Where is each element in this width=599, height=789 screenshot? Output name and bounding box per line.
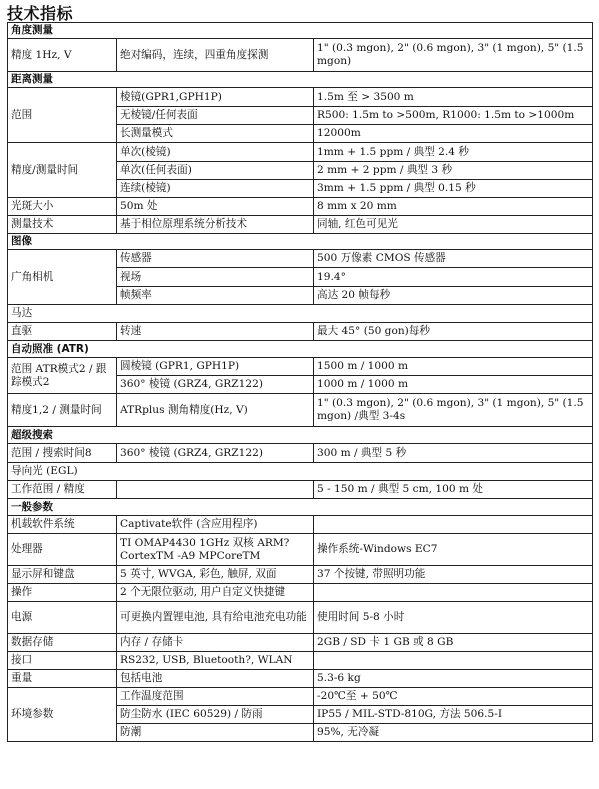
row-value — [314, 584, 593, 602]
row-value: IP55 / MIL-STD-810G, 方法 506.5-I — [314, 706, 593, 724]
row-value: 5 - 150 m / 典型 5 cm, 100 m 处 — [314, 481, 593, 499]
spec-table — [7, 22, 593, 742]
row-value: 3mm + 1.5 ppm / 典型 0.15 秒 — [314, 180, 593, 198]
section-atr: 自动照准 (ATR) — [8, 341, 593, 358]
row-label: 范围 / 搜索时间8 — [8, 444, 117, 463]
row-label: 数据存储 — [8, 634, 117, 652]
table-row — [8, 39, 593, 72]
row-value: 19.4° — [314, 268, 593, 287]
section-row — [8, 72, 593, 88]
table-row — [8, 584, 593, 602]
table-row — [8, 88, 593, 107]
row-value: 2 mm + 2 ppm / 典型 3 秒 — [314, 162, 593, 180]
row-item: ATRplus 测角精度(Hz, V) — [117, 394, 314, 427]
row-value: 2GB / SD 卡 1 GB 或 8 GB — [314, 634, 593, 652]
row-item: 360° 棱镜 (GRZ4, GRZ122) — [117, 376, 314, 394]
row-value: 300 m / 典型 5 秒 — [314, 444, 593, 463]
row-item: 绝对编码，连续，四重角度探测 — [117, 39, 314, 72]
table-row — [8, 634, 593, 652]
row-value: 1000 m / 1000 m — [314, 376, 593, 394]
row-value: 高达 20 帧每秒 — [314, 287, 593, 305]
row-item: 防尘防水 (IEC 60529) / 防雨 — [117, 706, 314, 724]
row-value: 1" (0.3 mgon), 2" (0.6 mgon), 3" (1 mgon), 5" (1.5 mgon) — [314, 39, 593, 72]
section-image: 图像 — [8, 234, 593, 250]
section-motor: 马达 — [8, 305, 593, 323]
row-label: 光斑大小 — [8, 198, 117, 216]
section-row — [8, 499, 593, 516]
row-item — [117, 481, 314, 499]
row-item: 防潮 — [117, 724, 314, 742]
row-item: Captivate软件 (含应用程序) — [117, 516, 314, 534]
row-value: -20℃至 + 50℃ — [314, 688, 593, 706]
table-row — [8, 688, 593, 706]
row-item: 50m 处 — [117, 198, 314, 216]
row-item: 基于相位原理系统分析技术 — [117, 216, 314, 234]
row-item: 360° 棱镜 (GRZ4, GRZ122) — [117, 444, 314, 463]
table-row — [8, 481, 593, 499]
row-value: 最大 45° (50 gon)每秒 — [314, 323, 593, 341]
row-label: 接口 — [8, 652, 117, 670]
row-item: 2 个无限位驱动, 用户自定义快捷键 — [117, 584, 314, 602]
row-value: 8 mm x 20 mm — [314, 198, 593, 216]
row-label: 重量 — [8, 670, 117, 688]
row-item: RS232, USB, Bluetooth?, WLAN — [117, 652, 314, 670]
row-item: 传感器 — [117, 250, 314, 268]
table-row — [8, 394, 593, 427]
row-item: 工作温度范围 — [117, 688, 314, 706]
row-item: 圆棱镜 (GPR1, GPH1P) — [117, 358, 314, 376]
row-value: 1mm + 1.5 ppm / 典型 2.4 秒 — [314, 143, 593, 162]
row-label: 测量技术 — [8, 216, 117, 234]
row-label: 范围 — [8, 88, 117, 143]
row-value: 37 个按键, 带照明功能 — [314, 566, 593, 584]
row-item: 连续(棱镜) — [117, 180, 314, 198]
row-value: 5.3-6 kg — [314, 670, 593, 688]
row-label: 工作范围 / 精度 — [8, 481, 117, 499]
section-general: 一般参数 — [8, 499, 593, 516]
table-row — [8, 566, 593, 584]
section-angle: 角度测量 — [8, 23, 593, 39]
row-item: 长测量模式 — [117, 125, 314, 143]
row-value: R500: 1.5m to >500m, R1000: 1.5m to >1000m — [314, 107, 593, 125]
row-label: 显示屏和键盘 — [8, 566, 117, 584]
row-value: 95%, 无冷凝 — [314, 724, 593, 742]
row-item: 内存 / 存储卡 — [117, 634, 314, 652]
row-item: TI OMAP4430 1GHz 双核 ARM? CortexTM -A9 MPCoreTM — [117, 534, 314, 566]
row-item: 包括电池 — [117, 670, 314, 688]
row-item: 5 英寸, WVGA, 彩色, 触屏, 双面 — [117, 566, 314, 584]
table-row — [8, 198, 593, 216]
table-row — [8, 534, 593, 566]
row-value: 500 万像素 CMOS 传感器 — [314, 250, 593, 268]
row-value: 使用时间 5-8 小时 — [314, 602, 593, 634]
table-row — [8, 602, 593, 634]
section-row — [8, 341, 593, 358]
row-value: 1500 m / 1000 m — [314, 358, 593, 376]
table-row — [8, 250, 593, 268]
row-label: 导向光 (EGL) — [8, 463, 593, 481]
row-label: 广角相机 — [8, 250, 117, 305]
row-label: 操作 — [8, 584, 117, 602]
row-item: 帧频率 — [117, 287, 314, 305]
row-label: 范围 ATR模式2 / 跟踪模式2 — [8, 358, 117, 394]
table-row — [8, 358, 593, 376]
row-item: 无棱镜/任何表面 — [117, 107, 314, 125]
table-row — [8, 463, 593, 481]
table-row — [8, 444, 593, 463]
row-label: 直驱 — [8, 323, 117, 341]
row-label: 精度1,2 / 测量时间 — [8, 394, 117, 427]
row-item: 棱镜(GPR1,GPH1P) — [117, 88, 314, 107]
row-value: 1" (0.3 mgon), 2" (0.6 mgon), 3" (1 mgon), 5" (1.5 mgon) /典型 3-4s — [314, 394, 593, 427]
row-item: 单次(任何表面) — [117, 162, 314, 180]
table-row — [8, 652, 593, 670]
row-label: 机载软件系统 — [8, 516, 117, 534]
row-value — [314, 652, 593, 670]
section-row — [8, 427, 593, 444]
row-label: 处理器 — [8, 534, 117, 566]
section-search: 超级搜索 — [8, 427, 593, 444]
row-item: 单次(棱镜) — [117, 143, 314, 162]
row-value: 操作系统-Windows EC7 — [314, 534, 593, 566]
row-value: 同轴, 红色可见光 — [314, 216, 593, 234]
section-row — [8, 23, 593, 39]
row-label: 精度 1Hz, V — [8, 39, 117, 72]
table-row — [8, 216, 593, 234]
row-label: 精度/测量时间 — [8, 143, 117, 198]
table-row — [8, 516, 593, 534]
row-value: 12000m — [314, 125, 593, 143]
section-distance: 距离测量 — [8, 72, 593, 88]
row-label: 环境参数 — [8, 688, 117, 742]
section-row — [8, 305, 593, 323]
section-row — [8, 234, 593, 250]
table-row — [8, 323, 593, 341]
page-title: 技术指标 — [7, 4, 74, 23]
row-value — [314, 516, 593, 534]
table-row — [8, 670, 593, 688]
row-value: 1.5m 至 > 3500 m — [314, 88, 593, 107]
row-item: 视场 — [117, 268, 314, 287]
table-row — [8, 143, 593, 162]
row-item: 可更换内置锂电池, 具有给电池充电功能 — [117, 602, 314, 634]
row-label: 电源 — [8, 602, 117, 634]
row-item: 转速 — [117, 323, 314, 341]
